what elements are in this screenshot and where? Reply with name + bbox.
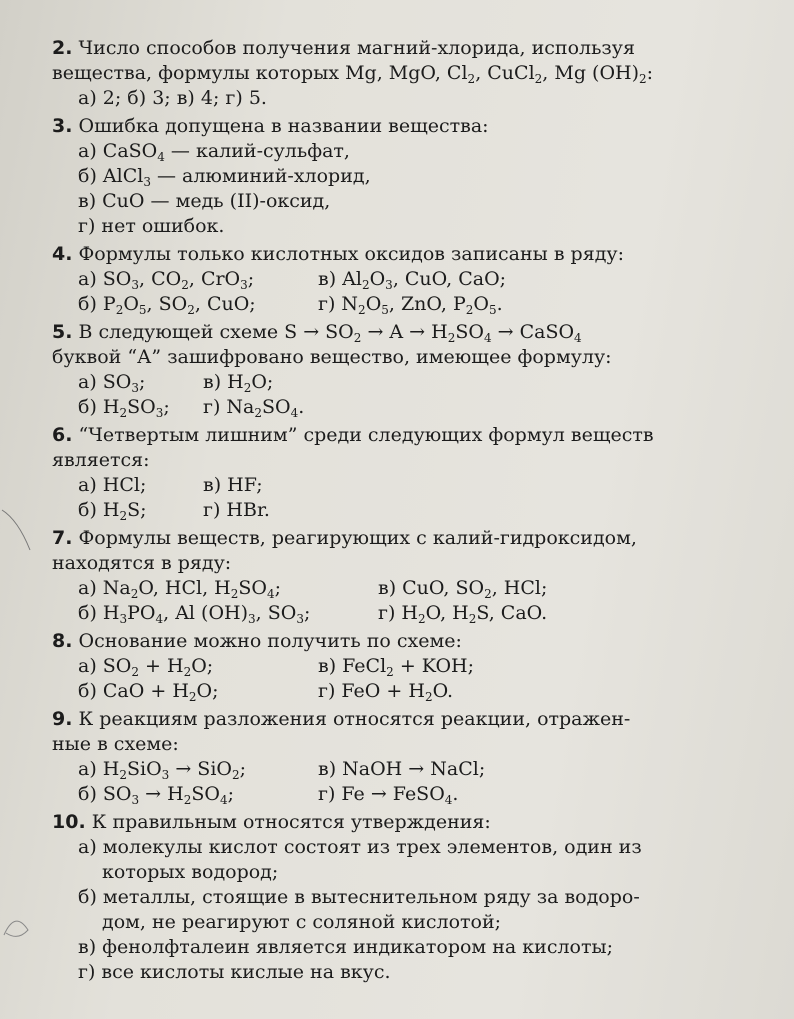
option-b: б) AlCl$_3$ — алюминий-хлорид, [78,165,371,189]
question-10-text: 10. К правильным относятся утверждения: [52,811,491,833]
option-v: в) CuO, $SO_2$, HCl; [378,577,548,601]
question-8-options [48,654,688,704]
option-a: а) $Na_2O$, HCl, $H_2SO_4$; [78,577,282,601]
option-g: г) $H_2O$, $H_2S$, CaO. [378,602,548,626]
question-3 [48,114,688,239]
pencil-scribble [0,905,40,945]
question-6-text: 6. “Четвертым лишним” среди следующих формул веществ является: [52,424,654,471]
question-6-options [48,473,688,523]
option-b: б) $H_2SO_3$; [78,396,170,420]
question-7 [48,526,688,626]
question-2-options: а) 2; б) 3; в) 4; г) 5. [78,87,267,109]
question-4-options [48,267,688,317]
questions-block [48,36,688,988]
question-5-text: 5. В следующей схеме $S \to SO_2 \to A \to H_2SO_4$ → CaSO$_4$ буквой “А” зашифровано вещество, имеющее формулу: [52,321,612,368]
pencil-mark [0,500,40,560]
option-c: в) CuO — медь (II)-оксид, [78,190,331,212]
option-b: б) металлы, стоящие в вытеснительном ряду за водоро- дом, не реагируют с соляной кислотой; [78,886,640,933]
question-10 [48,810,688,985]
question-2-text: 2. Число способов получения магний-хлорида, используя вещества, формулы которых Mg, MgO, $Cl_2$, CuCl$_2$, Mg $(OH)_2$: [52,37,654,86]
option-b: б) $SO_3 \to H_2SO_4$; [78,783,234,807]
question-9 [48,707,688,807]
option-v: в) NaOH → NaCl; [318,758,486,780]
option-b: б) CaO + $H_2O$; [78,680,219,704]
question-3-options [48,139,688,239]
option-b: б) $H_2S$; [78,499,147,523]
question-5-options [48,370,688,420]
question-5 [48,320,688,420]
option-a: а) $SO_3$, $CO_2$, CrO$_3$; [78,268,255,292]
option-a: а) $H_2SiO_3 \to SiO_2$; [78,758,247,782]
option-d: г) нет ошибок. [78,215,225,237]
option-g: г) $Na_2SO_4$. [203,396,305,420]
option-d: г) все кислоты кислые на вкус. [78,961,391,983]
option-g: г) HBr. [203,499,270,521]
question-2 [48,36,688,111]
question-7-options [48,576,688,626]
option-v: в) FeCl$_2$ + KOH; [318,655,475,679]
option-g: г) Fe → FeSO$_4$. [318,783,459,807]
question-4 [48,242,688,317]
question-6 [48,423,688,523]
option-g: г) FeO + $H_2O$. [318,680,454,704]
option-a: а) $SO_3$; [78,371,146,395]
question-4-text: 4. Формулы только кислотных оксидов записаны в ряду: [52,243,624,265]
option-b: б) $H_3PO_4$, Al $(OH)_3$, $SO_3$; [78,602,311,626]
question-8 [48,629,688,704]
question-9-text: 9. К реакциям разложения относятся реакции, отражен- ные в схеме: [52,708,631,755]
question-3-text: 3. Ошибка допущена в названии вещества: [52,115,489,137]
question-8-text: 8. Основание можно получить по схеме: [52,630,462,652]
option-a: а) молекулы кислот состоят из трех элементов, один из которых водород; [78,836,642,883]
option-v: в) $H_2O$; [203,371,274,395]
question-7-text: 7. Формулы веществ, реагирующих с калий-гидроксидом, находятся в ряду: [52,527,637,574]
option-v: в) HF; [203,474,263,496]
option-g: г) $N_2O_5$, ZnO, $P_2O_5$. [318,293,503,317]
option-a: а) $SO_2 + H_2O$; [78,655,214,679]
option-a: а) HCl; [78,474,147,496]
option-a: а) CaSO$_4$ — калий-сульфат, [78,140,350,164]
question-9-options [48,757,688,807]
option-v: в) $Al_2O_3$, CuO, CaO; [318,268,507,292]
option-b: б) $P_2O_5$, $SO_2$, CuO; [78,293,256,317]
option-c: в) фенолфталеин является индикатором на кислоты; [78,936,614,958]
question-10-options [48,835,688,985]
